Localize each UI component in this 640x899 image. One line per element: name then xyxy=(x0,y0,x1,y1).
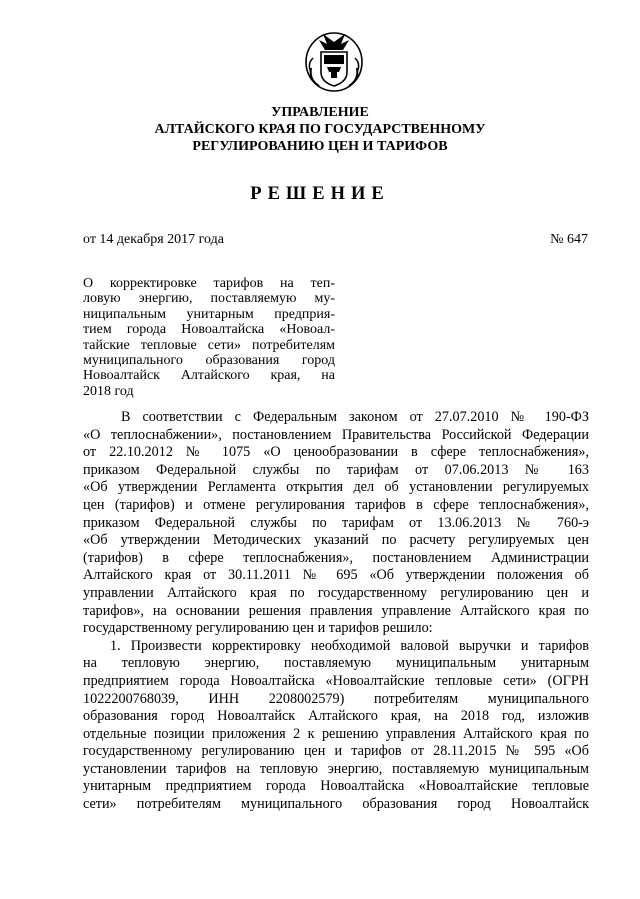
body-line: установлении тарифов на тепловую энергию, поставляемую муниципальным xyxy=(83,760,589,777)
body-line: отдельные позиции приложения 2 к решению управления Алтайского края по xyxy=(83,725,589,742)
body-line: Алтайского края от 30.11.2011 № 695 «Об утверждении положения об xyxy=(83,567,589,584)
organization-name xyxy=(0,104,640,155)
body-line: управлении Алтайского края по государственному регулированию цен и xyxy=(83,584,589,601)
body-line: приказом Федеральной службы по тарифам от 13.06.2013 № 760-э xyxy=(83,514,589,531)
subject-line: Новоалтайск Алтайского края, на xyxy=(83,368,335,384)
body-text xyxy=(83,409,589,814)
document-title: РЕШЕНИЕ xyxy=(250,184,390,204)
body-line: приказом Федеральной службы по тарифам от 07.06.2013 № 163 xyxy=(83,461,589,478)
subject-block xyxy=(83,276,335,399)
subject-line: 2018 год xyxy=(83,383,134,399)
body-line: цен (тарифов) и отмене регулирования тарифов в сфере теплоснабжения», xyxy=(83,496,589,513)
document-date: от 14 декабря 2017 года xyxy=(83,232,224,247)
subject-line: ниципальным унитарным предприя- xyxy=(83,306,335,322)
body-line: В соответствии с Федеральным законом от 27.07.2010 № 190-ФЗ xyxy=(121,409,589,425)
org-line-3: РЕГУЛИРОВАНИЮ ЦЕН И ТАРИФОВ xyxy=(192,139,448,154)
body-line: тарифов», на основании решения правления управление Алтайского края по xyxy=(83,602,589,619)
body-line: образования город Новоалтайск Алтайского края, на 2018 год, изложив xyxy=(83,708,589,725)
org-line-2: АЛТАЙСКОГО КРАЯ ПО ГОСУДАРСТВЕННОМУ xyxy=(154,122,486,137)
body-line: сети» потребителям муниципального образования город Новоалтайск xyxy=(83,796,589,813)
body-line: «Об утверждении Методических указаний по расчету регулируемых цен xyxy=(83,532,589,549)
body-line: государственному регулированию цен и тарифов решило: xyxy=(83,620,433,637)
org-line-1: УПРАВЛЕНИЕ xyxy=(271,105,369,120)
body-line: 1022200768039, ИНН 2208002579) потребителям муниципального xyxy=(83,690,589,707)
body-line: «О теплоснабжении», постановлением Правительства Российской Федерации xyxy=(83,426,589,443)
body-line: предприятием города Новоалтайска «Новоалтайские тепловые сети» (ОГРН xyxy=(83,672,589,689)
subject-line: ловую энергию, поставляемую му- xyxy=(83,291,335,307)
coat-of-arms-emblem xyxy=(303,28,365,92)
subject-line: муниципального образования город xyxy=(83,353,335,369)
body-line: от 22.10.2012 № 1075 «О ценообразовании в сфере теплоснабжения», xyxy=(83,444,589,461)
body-line: унитарным предприятием города Новоалтайска «Новоалтайские тепловые xyxy=(83,778,589,795)
body-line: 1. Произвести корректировку необходимой валовой выручки и тарифов xyxy=(110,637,589,654)
body-line: на тепловую энергию, поставляемую муниципальным унитарным xyxy=(83,655,589,672)
subject-line: О корректировке тарифов на теп- xyxy=(83,276,335,291)
document-number: № 647 xyxy=(550,232,588,247)
body-line: государственному регулированию цен и тарифов от 28.11.2015 № 595 «Об xyxy=(83,743,589,760)
body-line: (тарифов) в сфере теплоснабжения», постановлением Администрации xyxy=(83,549,589,566)
subject-line: тием города Новоалтайска «Новоал- xyxy=(83,322,335,338)
subject-line: тайские тепловые сети» потребителям xyxy=(83,337,335,353)
body-line: «Об утверждении Регламента открытия дел об установлении регулируемых xyxy=(83,479,589,496)
